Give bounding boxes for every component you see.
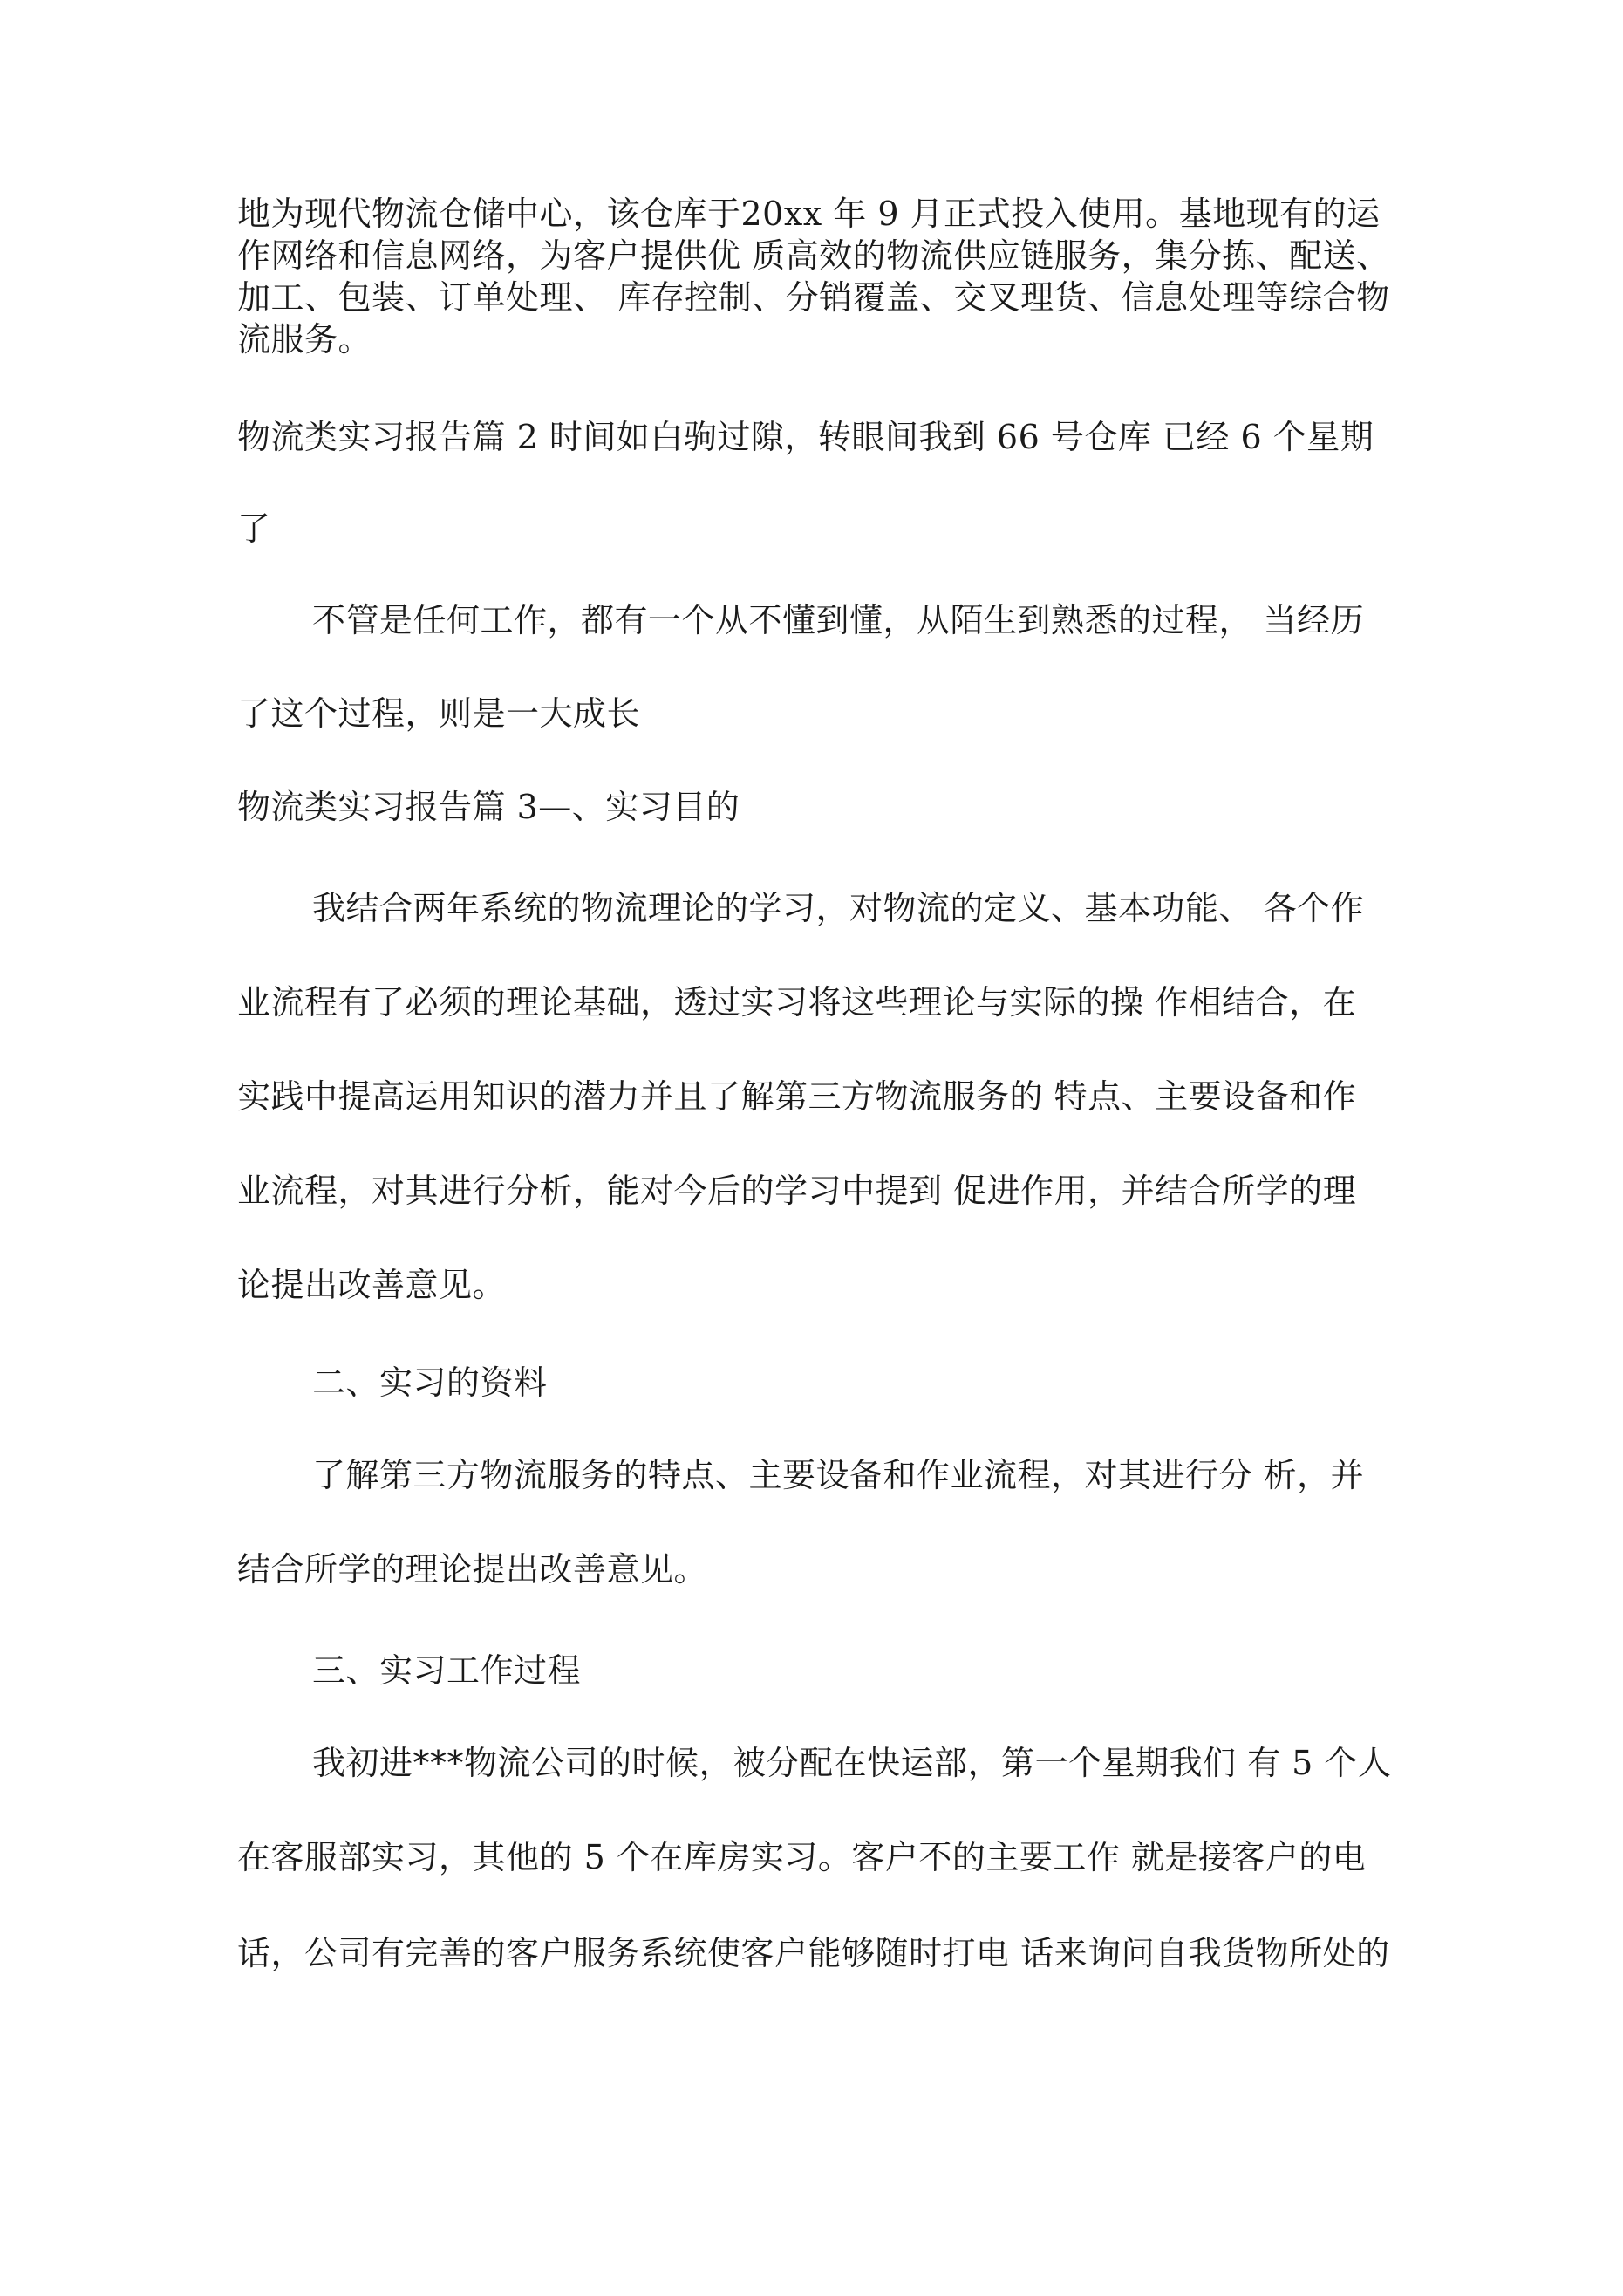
text-line: 业流程有了必须的理论基础，透过实习将这些理论与实际的操 作相结合，在 xyxy=(237,983,1357,1022)
text-line: 实践中提高运用知识的潜力并且了解第三方物流服务的 特点、主要设备和作 xyxy=(237,1077,1357,1116)
text-line: 结合所学的理论提出改善意见。 xyxy=(237,1550,708,1589)
paragraph-line: 我初进***物流公司的时候，被分配在快运部，第一个星期我们 有 5 个人 xyxy=(312,1744,1392,1782)
text-line: 业流程，对其进行分析，能对今后的学习中提到 促进作用，并结合所学的理 xyxy=(237,1172,1357,1210)
paragraph-line: 我结合两年系统的物流理论的学习，对物流的定义、基本功能、 各个作 xyxy=(312,889,1365,927)
paragraph-line: 不管是任何工作，都有一个从不懂到懂，从陌生到熟悉的过程， 当经历 xyxy=(312,601,1365,639)
text-line: 论提出改善意见。 xyxy=(237,1266,507,1304)
text-line: 加工、包装、订单处理、 库存控制、分销覆盖、交叉理货、信息处理等综合物 xyxy=(237,278,1390,317)
text-line: 作网络和信息网络，为客户提供优 质高效的物流供应链服务，集分拣、配送、 xyxy=(237,236,1390,275)
text-line: 了 xyxy=(237,509,271,548)
text-line: 在客服部实习，其他的 5 个在库房实习。客户不的主要工作 就是接客户的电 xyxy=(237,1838,1367,1876)
subheading: 二、实习的资料 xyxy=(312,1363,548,1402)
text-line: 话，公司有完善的客户服务系统使客户能够随时打电 话来询问自我货物所处的 xyxy=(237,1934,1390,1972)
section-heading: 物流类实习报告篇 2 时间如白驹过隙，转眼间我到 66 号仓库 已经 6 个星期 xyxy=(237,418,1374,456)
text-line: 流服务。 xyxy=(237,320,372,359)
subheading: 三、实习工作过程 xyxy=(312,1651,582,1690)
text-line: 了这个过程，则是一大成长 xyxy=(237,694,641,733)
paragraph-line: 了解第三方物流服务的特点、主要设备和作业流程，对其进行分 析，并 xyxy=(312,1456,1365,1494)
text-line: 地为现代物流仓储中心，该仓库于20xx 年 9 月正式投入使用。基地现有的运 xyxy=(237,195,1381,233)
section-heading: 物流类实习报告篇 3—、实习目的 xyxy=(237,788,740,826)
